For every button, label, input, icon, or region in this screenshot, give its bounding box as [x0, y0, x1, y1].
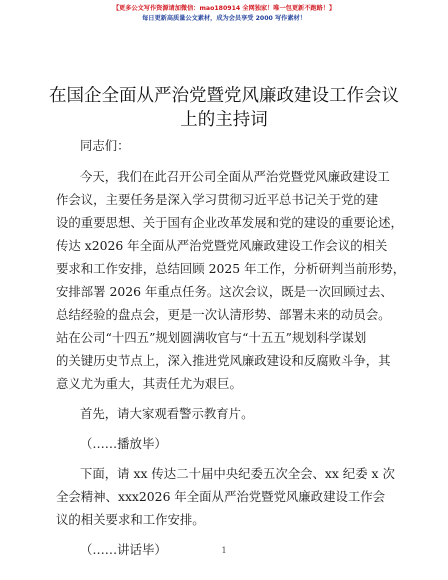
paragraph-line: 站在公司“十四五”规划圆满收官与“十五五”规划科学谋划 [56, 330, 367, 345]
paragraph-line: 今天，我们在此召开公司全面从严治党暨党风廉政建设工 [80, 169, 390, 184]
header-banner [0, 4, 448, 24]
paragraph-line: 总结经验的盘点会，更是一次认清形势、部署未来的动员会。 [56, 307, 391, 322]
paragraph-line: 全会精神、xxx2026 年全面从严治党暨党风廉政建设工作会 [56, 489, 386, 504]
document-body [56, 134, 406, 568]
page-number: 1 [221, 546, 227, 555]
title-line-2: 上的主持词 [180, 110, 268, 130]
paragraph-line: 下面，请 xx 传达二十届中央纪委五次全会、xx 纪委 x 次 [80, 466, 395, 481]
stage-note-playback: （……播放毕） [80, 436, 167, 451]
paragraph-line: 议的相关要求和工作安排。 [56, 512, 205, 527]
document-title [30, 84, 418, 132]
paragraph-video: 首先，请大家观看警示教育片。 [80, 406, 254, 421]
paragraph-line: 的关键历史节点上，深入推进党风廉政建设和反腐败斗争，其 [56, 353, 391, 368]
paragraph-line: 要求和工作安排，总结回顾 2025 年工作，分析研判当前形势， [56, 261, 406, 276]
banner-promo-line: 每日更新高质量公文素材，成为会员享受 2000 写作素材！ [142, 15, 306, 22]
banner-contact-line: 【更多公文写作资源请加微信：mao180914 全网独家！唯一包更新不跑路！】 [112, 5, 336, 12]
greeting: 同志们： [80, 138, 130, 153]
title-line-1: 在国企全面从严治党暨党风廉政建设工作会议 [49, 86, 399, 106]
paragraph-line: 安排部署 2026 年重点任务。这次会议，既是一次回顾过去、 [56, 284, 393, 299]
paragraph-line: 设的重要思想、关于国有企业改革发展和党的建设的重要论述， [56, 215, 403, 230]
paragraph-transmit [56, 462, 396, 531]
paragraph-line: 作会议，主要任务是深入学习贯彻习近平总书记关于党的建 [56, 192, 379, 207]
paragraph-line: 传达 x2026 年全面从严治党暨党风廉政建设工作会议的相关 [56, 238, 388, 253]
paragraph-line: 意义尤为重大，其责任尤为艰巨。 [56, 376, 242, 391]
paragraph-opening [56, 165, 406, 395]
stage-note-speech: （……讲话毕） [80, 542, 167, 557]
